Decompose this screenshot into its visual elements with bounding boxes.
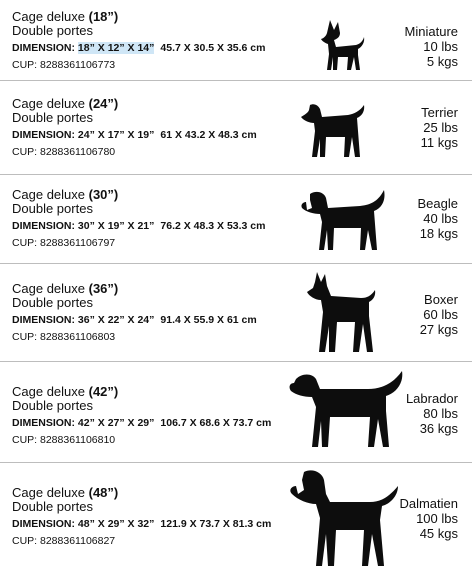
dimension-line bbox=[12, 41, 265, 55]
dimension-metric: 106.7 X 68.6 X 73.7 cm bbox=[160, 417, 272, 429]
product-size: (18”) bbox=[88, 9, 119, 24]
cup-code: CUP: 8288361106803 bbox=[12, 331, 116, 343]
product-size: (36”) bbox=[88, 281, 119, 296]
product-size: (30”) bbox=[88, 187, 119, 202]
dimension-line bbox=[12, 128, 257, 142]
product-doors: Double portes bbox=[12, 201, 93, 216]
dog-info bbox=[406, 391, 458, 436]
product-info bbox=[12, 385, 271, 447]
beagle-dog-icon bbox=[298, 188, 390, 254]
dog-info bbox=[399, 496, 458, 541]
weight-kgs: 11 kgs bbox=[420, 135, 458, 150]
product-title: Cage deluxe (24”) bbox=[12, 96, 119, 111]
dog-info bbox=[420, 292, 458, 337]
breed-name: Terrier bbox=[421, 105, 458, 120]
dog-info bbox=[405, 24, 458, 69]
cup-code: CUP: 8288361106773 bbox=[12, 59, 116, 71]
product-info bbox=[12, 10, 265, 72]
list-item bbox=[0, 385, 472, 455]
breed-name: Miniature bbox=[404, 24, 458, 39]
cup-code: CUP: 8288361106780 bbox=[12, 146, 116, 158]
dimension-imperial: 18” X 12” X 14” bbox=[77, 42, 155, 54]
dimension-label: DIMENSION: bbox=[12, 42, 78, 54]
cup-code: CUP: 8288361106827 bbox=[12, 535, 116, 547]
weight-kgs: 18 kgs bbox=[419, 226, 458, 241]
dimension-label: DIMENSION: bbox=[12, 417, 78, 429]
product-doors: Double portes bbox=[12, 499, 93, 514]
product-size: (48”) bbox=[88, 485, 119, 500]
product-size: (24”) bbox=[88, 96, 119, 111]
dimension-label: DIMENSION: bbox=[12, 220, 78, 232]
boxer-dog-icon bbox=[303, 270, 387, 356]
row-divider bbox=[0, 80, 472, 81]
dimension-imperial: 30” X 19” X 21” bbox=[77, 220, 155, 232]
product-doors: Double portes bbox=[12, 110, 93, 125]
breed-name: Dalmatien bbox=[399, 496, 458, 511]
dimension-line bbox=[12, 219, 265, 233]
product-size: (42”) bbox=[88, 384, 119, 399]
miniature-dog-icon bbox=[318, 20, 366, 72]
row-divider bbox=[0, 263, 472, 264]
dimension-line bbox=[12, 313, 257, 327]
terrier-dog-icon bbox=[300, 101, 368, 161]
dimension-label: DIMENSION: bbox=[12, 518, 78, 530]
weight-kgs: 45 kgs bbox=[419, 526, 458, 541]
breed-name: Labrador bbox=[405, 391, 458, 406]
dimension-line bbox=[12, 416, 271, 430]
product-info bbox=[12, 486, 271, 548]
dimension-label: DIMENSION: bbox=[12, 314, 78, 326]
product-title: Cage deluxe (42”) bbox=[12, 384, 119, 399]
row-divider bbox=[0, 361, 472, 362]
product-title: Cage deluxe (30”) bbox=[12, 187, 119, 202]
weight-lbs: 10 lbs bbox=[423, 39, 458, 54]
row-divider bbox=[0, 174, 472, 175]
dimension-metric: 76.2 X 48.3 X 53.3 cm bbox=[160, 220, 266, 232]
row-divider bbox=[0, 462, 472, 463]
weight-lbs: 80 lbs bbox=[423, 406, 458, 421]
list-item bbox=[0, 486, 472, 556]
dimension-metric: 91.4 X 55.9 X 61 cm bbox=[160, 314, 257, 326]
breed-name: Beagle bbox=[417, 196, 458, 211]
dimension-metric: 121.9 X 73.7 X 81.3 cm bbox=[160, 518, 272, 530]
cup-code: CUP: 8288361106810 bbox=[12, 434, 116, 446]
dog-info bbox=[418, 196, 458, 241]
list-item bbox=[0, 10, 472, 80]
product-doors: Double portes bbox=[12, 398, 93, 413]
weight-kgs: 36 kgs bbox=[419, 421, 458, 436]
product-info bbox=[12, 188, 265, 250]
weight-lbs: 100 lbs bbox=[416, 511, 458, 526]
product-title: Cage deluxe (48”) bbox=[12, 485, 119, 500]
product-info bbox=[12, 282, 257, 344]
list-item bbox=[0, 282, 472, 352]
weight-lbs: 25 lbs bbox=[423, 120, 458, 135]
dalmatian-dog-icon bbox=[284, 468, 402, 570]
cup-code: CUP: 8288361106797 bbox=[12, 237, 116, 249]
product-title: Cage deluxe (18”) bbox=[12, 9, 119, 24]
breed-name: Boxer bbox=[424, 292, 458, 307]
dimension-line bbox=[12, 517, 271, 531]
product-doors: Double portes bbox=[12, 295, 93, 310]
labrador-dog-icon bbox=[288, 369, 406, 451]
product-info bbox=[12, 97, 257, 159]
dimension-metric: 61 X 43.2 X 48.3 cm bbox=[160, 129, 257, 141]
product-doors: Double portes bbox=[12, 23, 93, 38]
dimension-label: DIMENSION: bbox=[12, 129, 78, 141]
dimension-imperial: 24” X 17” X 19” bbox=[77, 129, 155, 141]
dimension-imperial: 42” X 27” X 29” bbox=[77, 417, 155, 429]
weight-kgs: 5 kgs bbox=[426, 54, 458, 69]
list-item bbox=[0, 188, 472, 258]
dimension-imperial: 48” X 29” X 32” bbox=[77, 518, 155, 530]
dog-info bbox=[421, 105, 458, 150]
dimension-metric: 45.7 X 30.5 X 35.6 cm bbox=[160, 42, 266, 54]
weight-kgs: 27 kgs bbox=[419, 322, 458, 337]
weight-lbs: 60 lbs bbox=[423, 307, 458, 322]
list-item bbox=[0, 97, 472, 167]
product-title: Cage deluxe (36”) bbox=[12, 281, 119, 296]
weight-lbs: 40 lbs bbox=[423, 211, 458, 226]
dimension-imperial: 36” X 22” X 24” bbox=[77, 314, 155, 326]
